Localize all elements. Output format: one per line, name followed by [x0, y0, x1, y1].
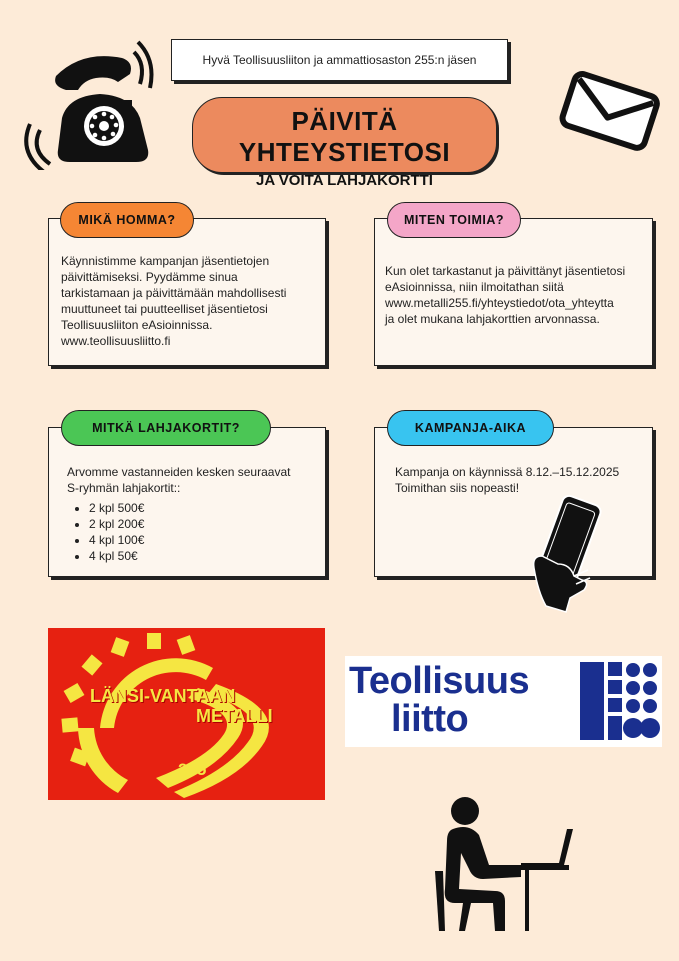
teollisuusliitto-mark-icon: [580, 662, 660, 742]
envelope-icon: [555, 60, 665, 160]
logo-text-line2: liitto: [391, 698, 469, 740]
list-item: • 2 kpl 200€: [89, 516, 325, 532]
card-line: S-ryhmän lahjakortit::: [67, 481, 181, 495]
title-main: PÄIVITÄ YHTEYSTIETOSI: [238, 106, 451, 167]
lansi-vantaan-metalli-logo: [48, 628, 325, 800]
label-text: MIKÄ HOMMA?: [78, 213, 176, 227]
member-greeting-text: Hyvä Teollisuusliiton ja ammattiosaston 255:n jäsen: [202, 53, 477, 67]
card-line: Teollisuusliiton eAsioinnissa.: [61, 318, 213, 332]
teollisuusliitto-logo: [345, 656, 662, 747]
card-line: Kun olet tarkastanut ja päivittänyt jäsentietosi: [385, 264, 626, 278]
card-line: Käynnistimme kampanjan jäsentietojen: [61, 254, 270, 268]
campaign-title: [192, 97, 497, 189]
card-line: päivittämiseksi. Pyydämme sinua: [61, 270, 238, 284]
logo-line1: LÄNSI-VANTAAN: [90, 686, 236, 706]
card-line: tarkistamaan ja päivittämään mahdollisesti: [61, 286, 287, 300]
list-item: • 4 kpl 100€: [89, 532, 325, 548]
card-line: ja olet mukana lahjakorttien arvonnassa.: [385, 312, 600, 326]
label-mitka-lahjakortit: [61, 410, 271, 446]
card-kampanja-aika: [374, 427, 653, 577]
logo-number: 255: [178, 760, 207, 779]
list-item: • 2 kpl 500€: [89, 500, 325, 516]
website-link[interactable]: www.teollisuusliitto.fi: [61, 334, 171, 348]
label-text: KAMPANJA-AIKA: [414, 421, 527, 435]
label-text: MITEN TOIMIA?: [403, 213, 504, 227]
label-mika-homma: [60, 202, 194, 238]
website-link[interactable]: www.metalli255.fi/yhteystiedot/ota_yhteytta: [385, 296, 614, 310]
card-line: Toimithan siis nopeasti!: [395, 481, 520, 495]
card-line: Kampanja on käynnissä 8.12.–15.12.2025: [395, 465, 620, 479]
label-text: MITKÄ LAHJAKORTIT?: [92, 421, 240, 435]
gift-card-list: [67, 500, 325, 564]
card-line: eAsioinnissa, niin ilmoitathan siitä: [385, 280, 564, 294]
card-line: muuttuneet tai puutteelliset jäsentietosi: [61, 302, 268, 316]
label-kampanja-aika: [387, 410, 554, 446]
card-miten-toimia: [374, 218, 653, 366]
card-line: Arvomme vastanneiden kesken seuraavat: [67, 465, 291, 479]
label-miten-toimia: [387, 202, 521, 238]
card-mitka-lahjakortit: [48, 427, 326, 577]
logo-text-line1: Teollisuus: [349, 660, 530, 702]
laptop-person-icon: [425, 793, 575, 933]
member-greeting: [171, 39, 508, 81]
smartphone-hand-icon: [528, 494, 604, 616]
title-sub: JA VOITA LAHJAKORTTI: [256, 172, 433, 189]
phone-icon: [22, 40, 157, 170]
list-item: • 4 kpl 50€: [89, 548, 325, 564]
card-mika-homma: [48, 218, 326, 366]
logo-line2: METALLI: [196, 706, 273, 726]
